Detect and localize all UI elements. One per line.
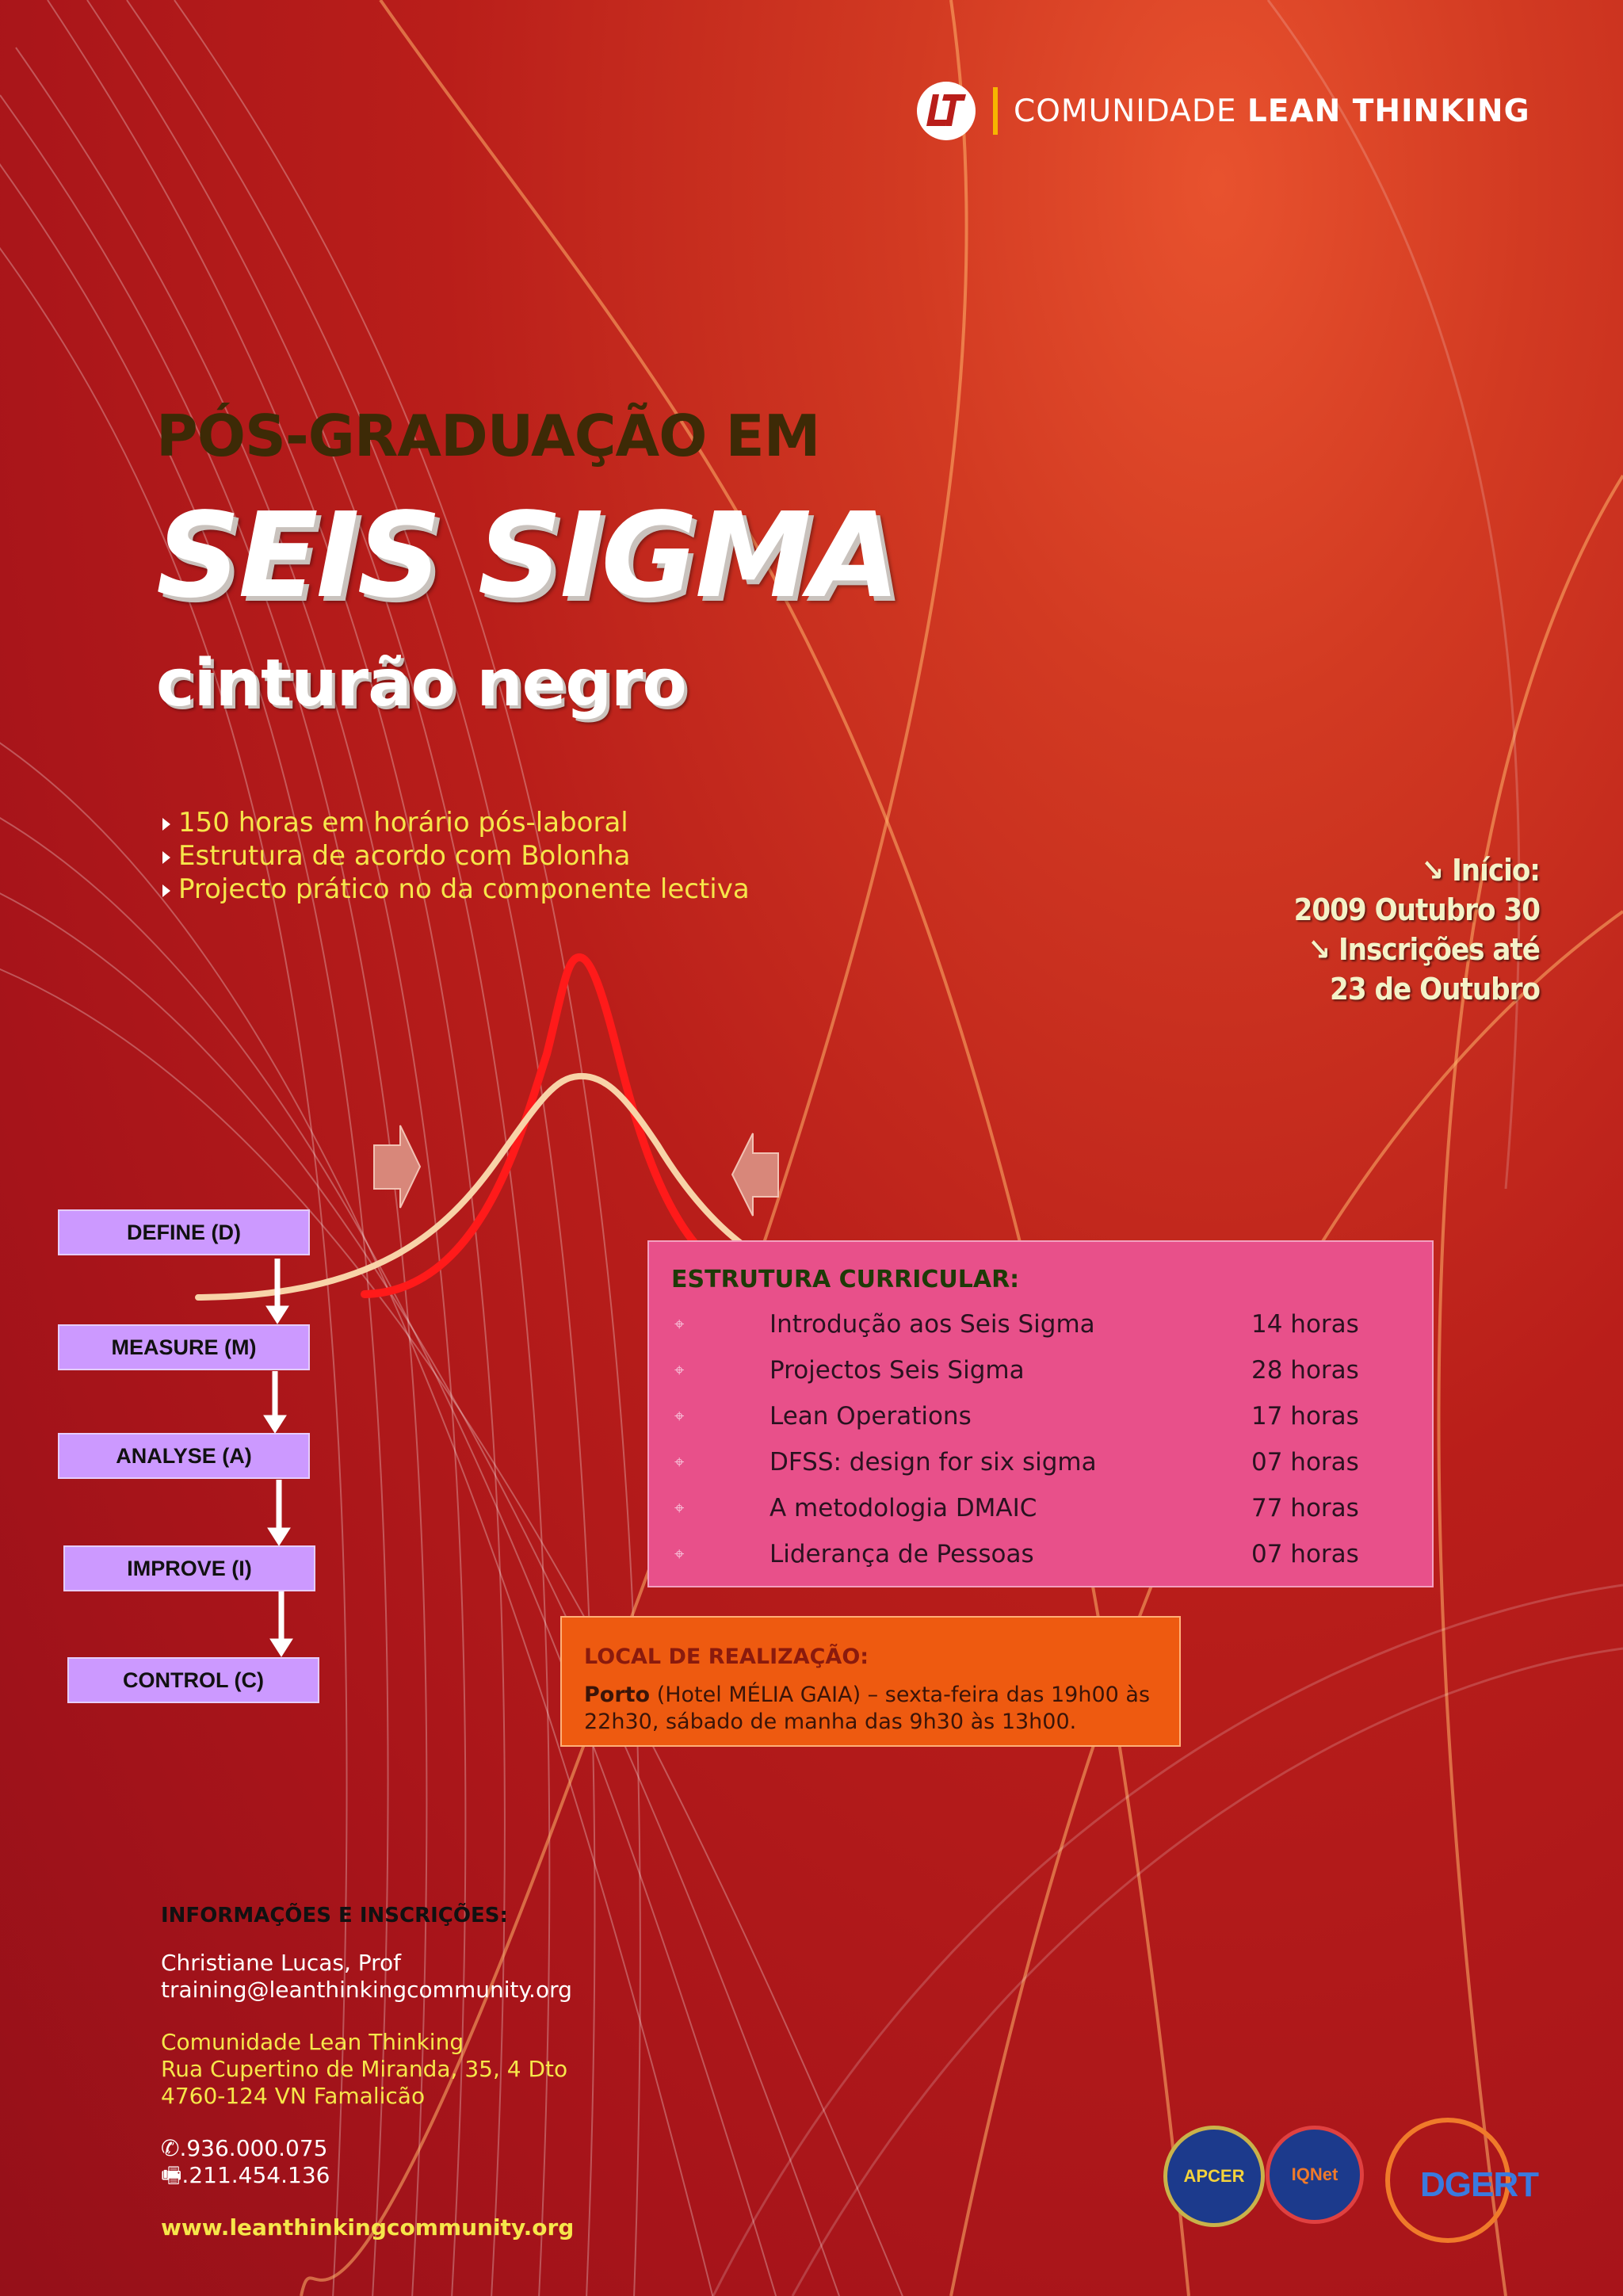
- triangle-bullet-icon: [162, 818, 170, 831]
- contact-fax: 🖷.211.454.136: [161, 2162, 330, 2188]
- brand-logo-icon: [915, 80, 977, 142]
- phase-control: CONTROL (C): [67, 1657, 319, 1703]
- crosshair-bullet-icon: ⌖: [674, 1406, 685, 1427]
- contact-org: Comunidade Lean Thinking: [161, 2029, 464, 2055]
- crosshair-bullet-icon: ⌖: [674, 1498, 685, 1519]
- contact-person: Christiane Lucas, Prof: [161, 1950, 402, 1976]
- brand-name: [1014, 94, 1530, 129]
- feature-item: Projecto prático no da componente lectiva: [162, 873, 750, 906]
- location-city: Porto: [584, 1683, 651, 1707]
- feature-item: Estrutura de acordo com Bolonha: [162, 839, 750, 873]
- location-details: (Hotel MÉLIA GAIA) – sexta-feira das 19h00 às 22h30, sábado de manha das 9h30 às 13h00.: [584, 1683, 1151, 1734]
- triangle-bullet-icon: [162, 851, 170, 864]
- phase-improve: IMPROVE (I): [63, 1545, 315, 1591]
- contact-city: 4760-124 VN Famalicão: [161, 2083, 426, 2109]
- iqnet-seal-icon: IQNet: [1266, 2126, 1364, 2224]
- crosshair-bullet-icon: ⌖: [674, 1314, 685, 1335]
- brand-header: [915, 75, 1530, 147]
- feature-list: [162, 806, 750, 906]
- curriculum-box: [647, 1240, 1434, 1587]
- crosshair-bullet-icon: ⌖: [674, 1452, 685, 1473]
- main-title: SEIS SIGMA: [156, 487, 898, 624]
- location-box: [560, 1616, 1181, 1747]
- location-title: LOCAL DE REALIZAÇÃO:: [584, 1645, 869, 1669]
- curriculum-row: ⌖ DFSS: design for six sigma 07 horas: [671, 1439, 1410, 1485]
- dgert-seal-icon: DGERT: [1385, 2118, 1510, 2243]
- curriculum-row: ⌖ A metodologia DMAIC 77 horas: [671, 1485, 1410, 1531]
- phase-measure: MEASURE (M): [58, 1324, 310, 1370]
- contact-website-link[interactable]: www.leanthinkingcommunity.org: [161, 2214, 575, 2241]
- phase-define: DEFINE (D): [58, 1209, 310, 1255]
- brand-name-light: COMUNIDADE: [1014, 93, 1237, 129]
- start-date: 2009 Outubro 30: [1293, 892, 1540, 927]
- apcer-seal-icon: APCER: [1163, 2126, 1265, 2227]
- phase-analyse: ANALYSE (A): [58, 1433, 310, 1479]
- contact-email[interactable]: training@leanthinkingcommunity.org: [161, 1977, 572, 2003]
- brand-name-bold: LEAN THINKING: [1247, 93, 1530, 129]
- curriculum-row: ⌖ Lean Operations 17 horas: [671, 1393, 1410, 1439]
- curriculum-row: ⌖ Projectos Seis Sigma 28 horas: [671, 1347, 1410, 1393]
- enroll-date: 23 de Outubro: [1330, 972, 1540, 1007]
- crosshair-bullet-icon: ⌖: [674, 1360, 685, 1381]
- triangle-bullet-icon: [162, 884, 170, 897]
- sub-title: cinturão negro: [156, 646, 686, 721]
- location-text: [584, 1682, 1159, 1736]
- curriculum-title: ESTRUTURA CURRICULAR:: [671, 1266, 1020, 1293]
- start-label: ↘ Início:: [1421, 853, 1540, 888]
- contact-phone: ✆.936.000.075: [161, 2135, 328, 2161]
- curriculum-row: ⌖ Introdução aos Seis Sigma 14 horas: [671, 1301, 1410, 1347]
- contacts-block: [161, 1904, 574, 2241]
- dates-block: [1294, 850, 1540, 1009]
- crosshair-bullet-icon: ⌖: [674, 1544, 685, 1564]
- contact-street: Rua Cupertino de Miranda, 35, 4 Dto: [161, 2056, 568, 2082]
- contacts-title: INFORMAÇÕES E INSCRIÇÕES:: [161, 1904, 508, 1927]
- brand-divider: [993, 87, 998, 135]
- curriculum-row: ⌖ Liderança de Pessoas 07 horas: [671, 1531, 1410, 1577]
- enroll-label: ↘ Inscrições até: [1308, 932, 1540, 967]
- pre-title: PÓS-GRADUAÇÃO EM: [156, 403, 820, 469]
- feature-item: 150 horas em horário pós-laboral: [162, 806, 750, 839]
